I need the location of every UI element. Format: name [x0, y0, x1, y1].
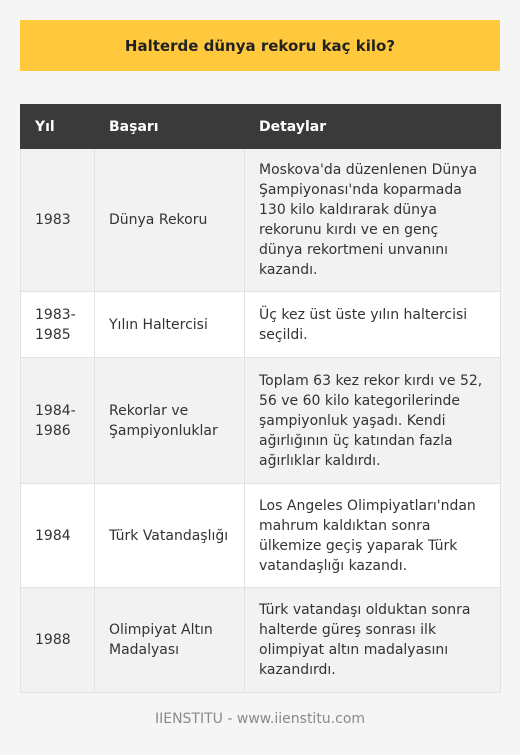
table-row — [21, 588, 501, 693]
records-table — [20, 104, 501, 693]
table-row — [21, 484, 501, 588]
table-header-row — [21, 105, 501, 149]
cell-year: 1984 — [21, 484, 95, 588]
cell-details: Türk vatandaşı olduktan sonra halterde güreş sonrası ilk olimpiyat altın madalyasını kazandırdı. — [245, 588, 501, 693]
table-row — [21, 358, 501, 484]
cell-achievement: Türk Vatandaşlığı — [95, 484, 245, 588]
cell-year: 1988 — [21, 588, 95, 693]
footer-credit: IIENSTITU - www.iienstitu.com — [154, 711, 366, 727]
cell-details: Üç kez üst üste yılın haltercisi seçildi. — [245, 292, 501, 358]
page-title: Halterde dünya rekoru kaç kilo? — [20, 20, 500, 71]
cell-achievement: Olimpiyat Altın Madalyası — [95, 588, 245, 693]
column-header-year: Yıl — [21, 105, 95, 149]
cell-year: 1984-1986 — [21, 358, 95, 484]
column-header-details: Detaylar — [245, 105, 501, 149]
cell-achievement: Yılın Haltercisi — [95, 292, 245, 358]
cell-details: Toplam 63 kez rekor kırdı ve 52, 56 ve 60 kilo kategorilerinde şampiyonluk yaşadı. Kendi ağırlığının üç katından fazla ağırlıklar kaldırdı. — [245, 358, 501, 484]
table-row — [21, 292, 501, 358]
cell-year: 1983 — [21, 149, 95, 292]
cell-achievement: Rekorlar ve Şampiyonluklar — [95, 358, 245, 484]
column-header-achievement: Başarı — [95, 105, 245, 149]
cell-year: 1983-1985 — [21, 292, 95, 358]
cell-details: Los Angeles Olimpiyatları'ndan mahrum kaldıktan sonra ülkemize geçiş yaparak Türk vatandaşlığı kazandı. — [245, 484, 501, 588]
table-row — [21, 149, 501, 292]
cell-details: Moskova'da düzenlenen Dünya Şampiyonası'nda koparmada 130 kilo kaldırarak dünya rekorunu kırdı ve en genç dünya rekortmeni unvanını kazandı. — [245, 149, 501, 292]
cell-achievement: Dünya Rekoru — [95, 149, 245, 292]
